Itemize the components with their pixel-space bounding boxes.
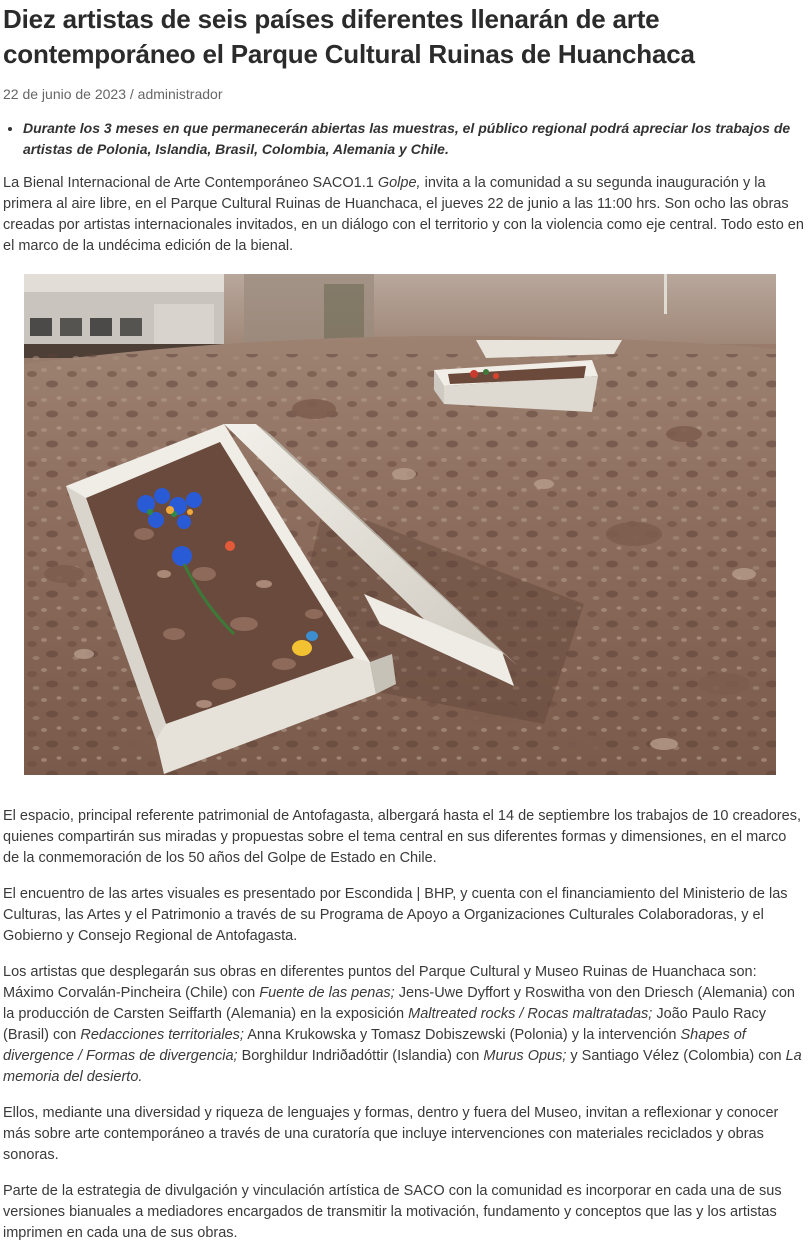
intro-exhibition-name: Golpe, xyxy=(377,175,421,191)
article-author[interactable]: administrador xyxy=(137,86,223,102)
paragraph-intro xyxy=(3,173,806,257)
artwork-title-5: Murus Opus; xyxy=(483,1048,567,1064)
article-date[interactable]: 22 de junio de 2023 xyxy=(3,86,126,102)
paragraph-mediators: Parte de la estrategia de divulgación y vinculación artística de SACO con la comunidad es incorporar en cada una de sus versiones bianuales a mediadores encargados de transmitir la motivación, fundamento y conceptos que las y los artistas imprimen en cada una de sus obras. xyxy=(3,1183,782,1241)
artwork-title-3: Redacciones territoriales; xyxy=(80,1027,244,1043)
artwork-title-2: Maltreated rocks / Rocas maltratadas; xyxy=(408,1006,653,1022)
artists-text-1: Los artistas que desplegarán sus obras en diferentes puntos del Parque Cultural y Museo Ruinas de Huanchaca son: Máximo Corvalán-Pincheira (Chile) con xyxy=(3,964,757,1001)
lead-list xyxy=(3,118,806,160)
article-photo xyxy=(24,274,776,775)
paragraph-sponsors: El encuentro de las artes visuales es presentado por Escondida | BHP, y cuenta con el financiamiento del Ministerio de las Culturas, las Artes y el Patrimonio a través de su Programa de Apoyo a Organizaciones Culturales Colaboradoras, y el Gobierno y Consejo Regional de Antofagasta. xyxy=(3,886,788,944)
artists-text-6: y Santiago Vélez (Colombia) con xyxy=(566,1048,786,1064)
artists-text-4: Anna Krukowska y Tomasz Dobiszewski (Polonia) y la intervención xyxy=(243,1027,681,1043)
coffins-photo-illustration xyxy=(24,274,776,775)
lead-item: • Durante los 3 meses en que permanecerán abiertas las muestras, el público regional podrá apreciar los trabajos de artistas de Polonia, Islandia, Brasil, Colombia, Alemania y Chile. xyxy=(23,118,806,160)
article-title: Diez artistas de seis países diferentes llenarán de arte contemporáneo el Parque Cultural Ruinas de Huanchaca xyxy=(3,4,695,69)
meta-separator: / xyxy=(126,86,138,102)
intro-text-a: La Bienal Internacional de Arte Contemporáneo SACO1.1 xyxy=(3,175,378,191)
intro-text-c: invita a la comunidad a su segunda inauguración y la primera al aire libre, en el Parque Cultural Ruinas de Huanchaca, el jueves 22 de junio a las 11:00 hrs. Son ocho las obras creadas por artistas internacionales invitados, en un diálogo con el territorio y con la violencia como eje central. Todo esto en el marco de la undécima edición de la bienal. xyxy=(3,175,804,254)
artists-text-5: Borghildur Indriðadóttir (Islandia) con xyxy=(237,1048,484,1064)
artwork-title-6: La memoria del desierto. xyxy=(3,1048,802,1085)
artwork-title-4: Shapes of divergence / Formas de divergencia; xyxy=(3,1027,746,1064)
artists-text-3: João Paulo Racy (Brasil) con xyxy=(3,1006,766,1043)
article-meta xyxy=(3,84,806,104)
paragraph-venue: El espacio, principal referente patrimonial de Antofagasta, albergará hasta el 14 de septiembre los trabajos de 10 creadores, quienes compartirán sus miradas y propuestas sobre el tema central en sus diferentes formas y dimensiones, en el marco de la conmemoración de los 50 años del Golpe de Estado en Chile. xyxy=(3,808,801,866)
artwork-title-1: Fuente de las penas; xyxy=(259,985,395,1001)
paragraph-artists xyxy=(3,962,806,1088)
artists-text-2: Jens-Uwe Dyffort y Roswitha von den Driesch (Alemania) con la producción de Carsten Seiffarth (Alemania) en la exposición xyxy=(3,985,795,1022)
paragraph-languages: Ellos, mediante una diversidad y riqueza de lenguajes y formas, dentro y fuera del Museo, invitan a reflexionar y conocer más sobre arte contemporáneo a través de una curatoría que incluye intervenciones con materiales reciclados y obras sonoras. xyxy=(3,1105,779,1163)
